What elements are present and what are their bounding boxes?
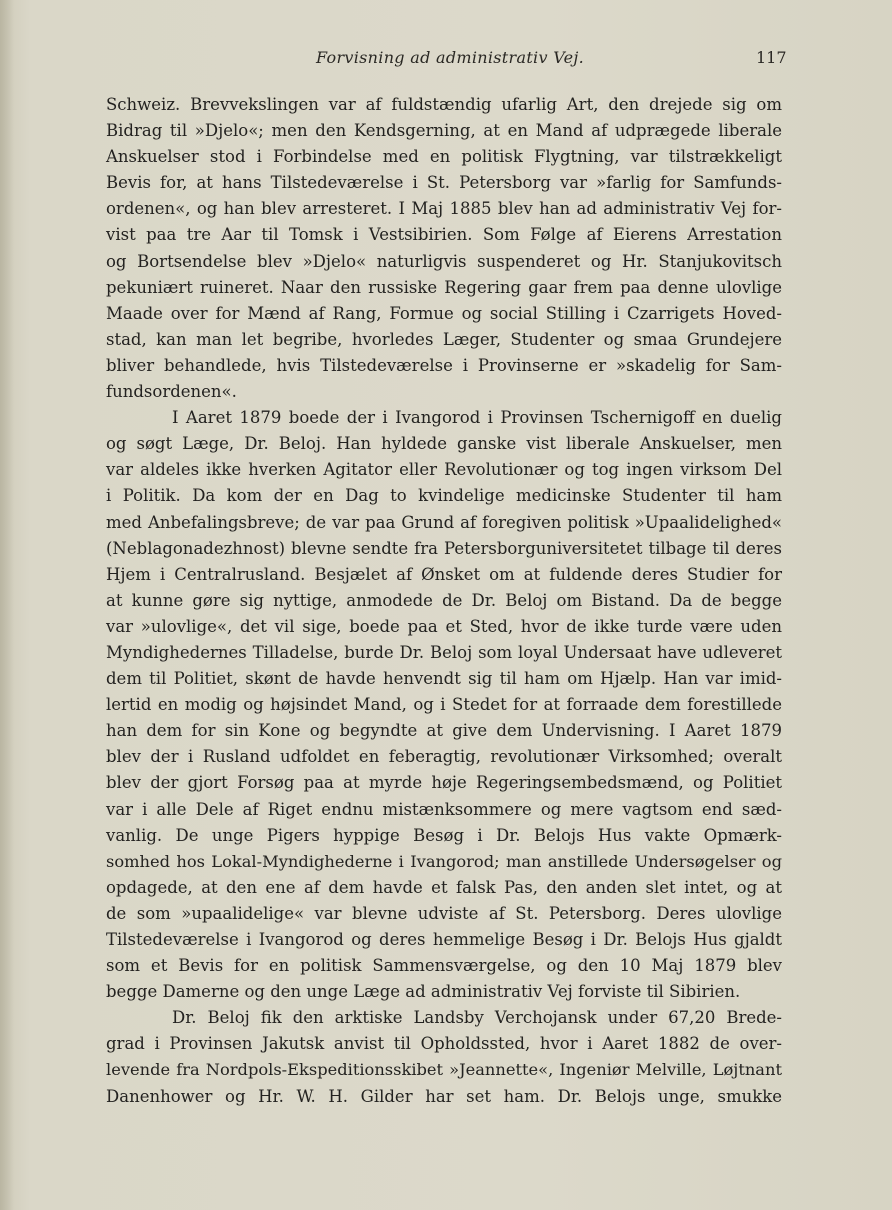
text-line: lertid en modig og højsindet Mand, og i Stedet for at forraade dem forestillede [106,695,782,715]
text-line: blev der i Rusland udfoldet en feberagtig, revolutionær Virksomhed; overalt [106,747,782,767]
text-line: pekuniært ruineret. Naar den russiske Regering gaar frem paa denne ulovlige [106,277,782,297]
text-line: var aldeles ikke hverken Agitator eller Revolutionær og tog ingen virksom Del [106,460,782,480]
text-line: vist paa tre Aar til Tomsk i Vestsibirien. Som Følge af Eierens Arrestation [106,225,782,245]
text-line: Maade over for Mænd af Rang, Formue og social Stilling i Czarrigets Hoved- [106,303,782,323]
text-line: som et Bevis for en politisk Sammensværgelse, og den 10 Maj 1879 blev [106,956,782,976]
text-line: (Neblagonadezhnost) blevne sendte fra Petersborguniversitetet tilbage til deres [106,538,782,558]
paragraph-end-line: fundsordenen«. [106,382,237,402]
text-line: i Politik. Da kom der en Dag to kvindelige medicinske Studenter til ham [106,486,782,506]
text-line: var »ulovlige«, det vil sige, boede paa et Sted, hvor de ikke turde være uden [106,616,782,636]
text-line: opdagede, at den ene af dem havde et falsk Pas, den anden slet intet, og at [106,877,782,897]
text-line: Schweiz. Brevvekslingen var af fuldstændig ufarlig Art, den drejede sig om [106,95,782,114]
text-line: var i alle Dele af Riget endnu mistænksommere og mere vagtsom end sæd- [106,799,782,819]
text-line: somhed hos Lokal-Myndighederne i Ivangorod; man anstillede Undersøgelser og [106,851,782,871]
paragraph-start-line: I Aaret 1879 boede der i Ivangorod i Provinsen Tschernigoff en duelig [172,408,782,428]
text-line: levende fra Nordpols-Ekspeditionsskibet »Jeannette«, Ingeniør Melville, Løjtnant [106,1060,782,1080]
running-head [0,46,892,72]
text-line: Myndighedernes Tilladelse, burde Dr. Beloj som loyal Undersaat have udleveret [106,642,782,662]
running-title: Forvisning ad administrativ Vej. [316,48,584,67]
text-line: bliver behandlede, hvis Tilstedeværelse i Provinserne er »skadelig for Sam- [106,355,782,375]
text-line: Bidrag til »Djelo«; men den Kendsgerning, at en Mand af udprægede liberale [106,121,782,141]
text-line: at kunne gøre sig nyttige, anmodede de Dr. Beloj om Bistand. Da de begge [106,590,782,610]
page-number: 117 [756,48,787,67]
text-line: Bevis for, at hans Tilstedeværelse i St. Petersborg var »farlig for Samfunds- [106,173,782,193]
text-line: Tilstedeværelse i Ivangorod og deres hemmelige Besøg i Dr. Belojs Hus gjaldt [106,930,782,949]
text-line: han dem for sin Kone og begyndte at give dem Undervisning. I Aaret 1879 [106,721,782,741]
text-line: og søgt Læge, Dr. Beloj. Han hyldede ganske vist liberale Anskuelser, men [106,434,782,454]
text-line: grad i Provinsen Jakutsk anvist til Opholdssted, hvor i Aaret 1882 de over- [106,1034,782,1054]
text-line: Anskuelser stod i Forbindelse med en politisk Flygtning, var tilstrækkeligt [106,147,782,167]
text-line: dem til Politiet, skønt de havde henvendt sig til ham om Hjælp. Han var imid- [106,669,782,689]
text-line: stad, kan man let begribe, hvorledes Læger, Studenter og smaa Grundejere [106,329,782,349]
text-line: blev der gjort Forsøg paa at myrde høje Regeringsembedsmænd, og Politiet [106,773,782,793]
text-line: vanlig. De unge Pigers hyppige Besøg i Dr. Belojs Hus vakte Opmærk- [106,825,782,845]
paragraph-end-line: begge Damerne og den unge Læge ad administrativ Vej forviste til Sibirien. [106,982,741,1002]
binding-edge-shadow [0,0,14,1210]
text-line: og Bortsendelse blev »Djelo« naturligvis suspenderet og Hr. Stanjukovitsch [106,251,782,271]
paragraph-start-line: Dr. Beloj fik den arktiske Landsby Verchojansk under 67,20 Brede- [172,1008,782,1028]
text-line: med Anbefalingsbreve; de var paa Grund af foregiven politisk »Upaalidelighed« [106,512,782,532]
body-text [106,92,782,1110]
text-line: de som »upaalidelige« var blevne udviste af St. Petersborg. Deres ulovlige [106,903,782,923]
text-line: Hjem i Centralrusland. Besjælet af Ønsket om at fuldende deres Studier for [106,564,782,584]
text-line: Danenhower og Hr. W. H. Gilder har set ham. Dr. Belojs unge, smukke [106,1086,782,1106]
text-line: ordenen«, og han blev arresteret. I Maj 1885 blev han ad administrativ Vej for- [106,199,782,219]
